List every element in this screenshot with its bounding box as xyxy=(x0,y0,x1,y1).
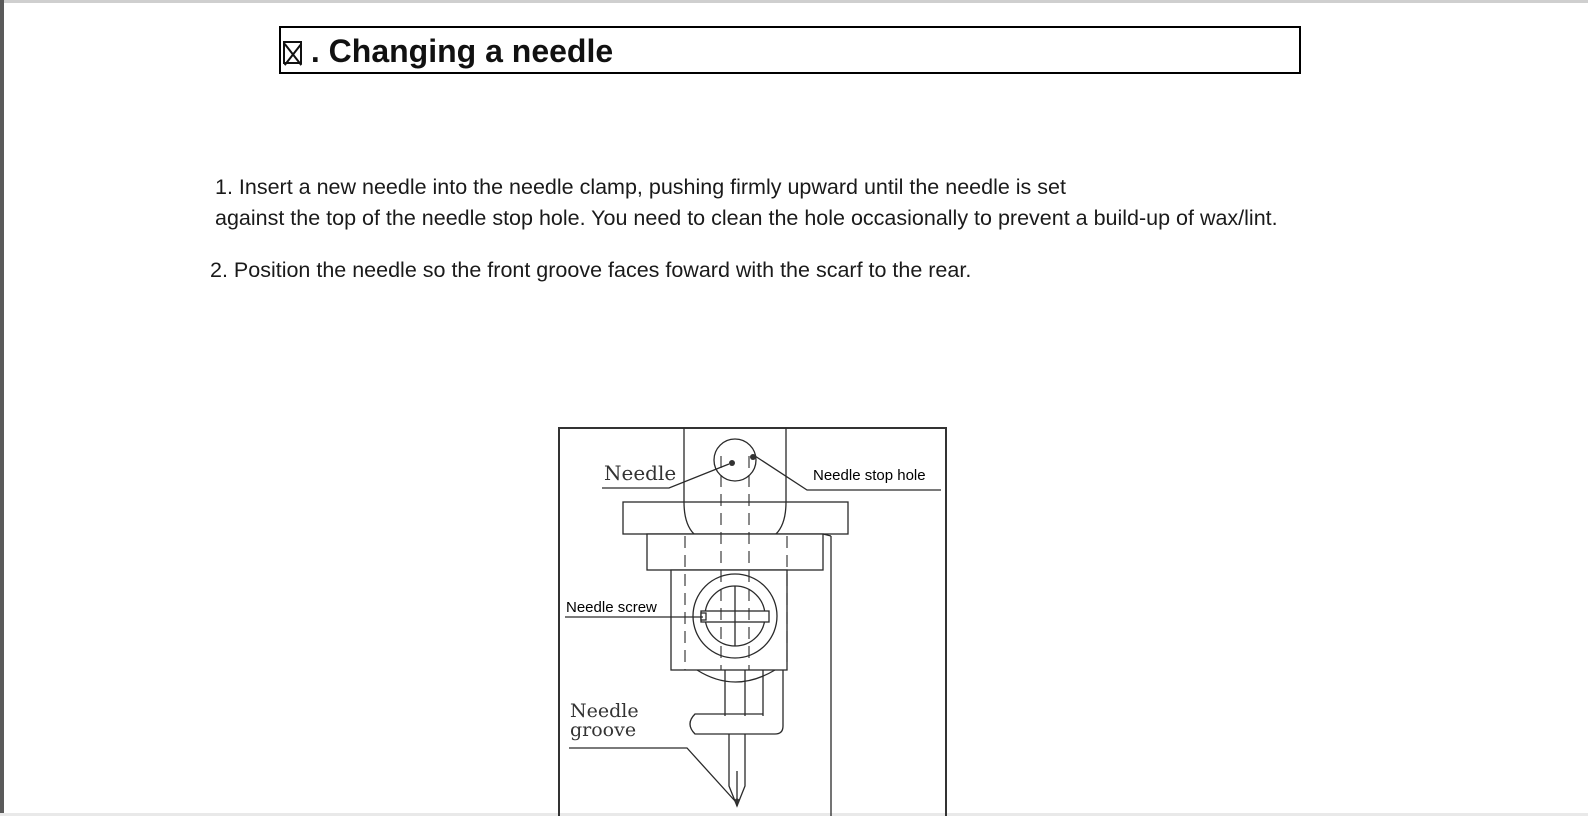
label-needle-screw: Needle screw xyxy=(566,599,657,616)
box-x-glyph-icon xyxy=(283,41,302,64)
label-needle-stop-hole: Needle stop hole xyxy=(813,467,926,484)
label-needle: Needle xyxy=(604,461,677,485)
section-title-text: . Changing a needle xyxy=(310,33,614,69)
section-title xyxy=(281,33,613,70)
label-needle-groove-line-1: Needle xyxy=(570,700,639,722)
section-title-box xyxy=(279,26,1301,74)
step-2-line-1: 2. Position the needle so the front groove faces foward with the scarf to the rear. xyxy=(210,258,972,282)
step-1-line-1: 1. Insert a new needle into the needle clamp, pushing firmly upward until the needle is set xyxy=(215,175,1066,199)
document-page xyxy=(4,3,1588,813)
label-needle-groove-line-2: groove xyxy=(570,719,637,741)
needle-clamp-diagram xyxy=(557,426,952,816)
step-1-line-2: against the top of the needle stop hole. You need to clean the hole occasionally to prevent a build-up of wax/lint. xyxy=(215,206,1278,230)
